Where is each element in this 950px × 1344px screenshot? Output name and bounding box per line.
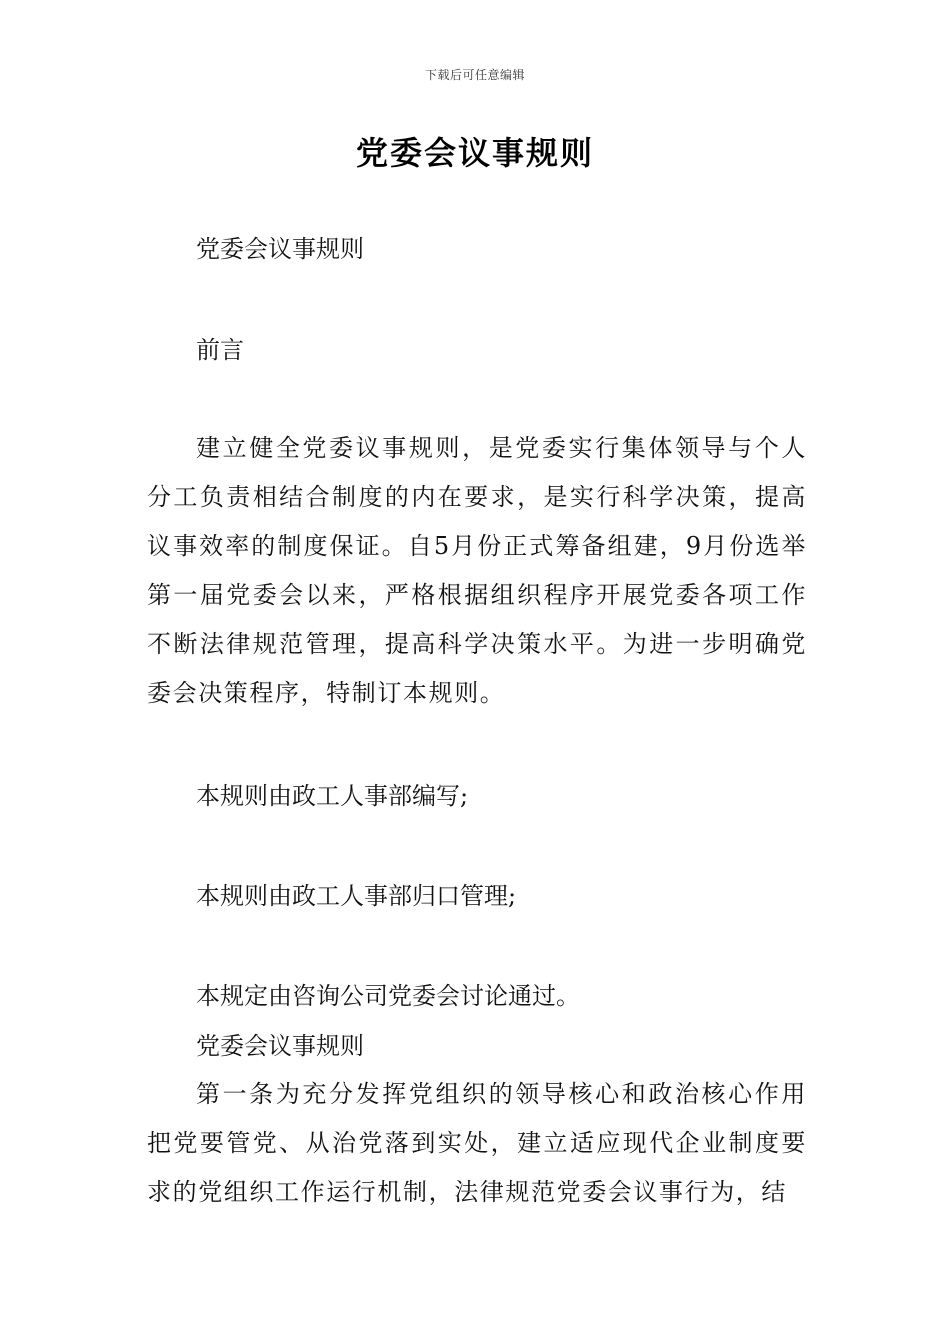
- preface-paragraph: 建立健全党委议事规则，是党委实行集体领导与个人分工负责相结合制度的内在要求，是实行科学决策，提高议事效率的制度保证。自5月份正式筹备组建，9月份选举第一届党委会以来，严格根据组织程序开展党委各项工作不断法律规范管理，提高科学决策水平。为进一步明确党委会决策程序，特制订本规则。: [147, 434, 807, 707]
- document-subtitle: 党委会议事规则: [196, 235, 364, 263]
- article-1-paragraph: 第一条为充分发挥党组织的领导核心和政治核心作用把党要管党、从治党落到实处，建立适应现代企业制度要求的党组织工作运行机制，法律规范党委会议事行为，结: [147, 1080, 807, 1206]
- note-managed-by: 本规则由政工人事部归口管理;: [196, 882, 517, 910]
- rules-heading: 党委会议事规则: [196, 1032, 364, 1060]
- document-title: 党委会议事规则: [355, 134, 594, 172]
- header-note: 下载后可任意编辑: [424, 68, 525, 82]
- preface-heading: 前言: [196, 336, 244, 364]
- note-compiled-by: 本规则由政工人事部编写;: [196, 782, 469, 810]
- note-approved-by: 本规定由咨询公司党委会讨论通过。: [196, 982, 580, 1010]
